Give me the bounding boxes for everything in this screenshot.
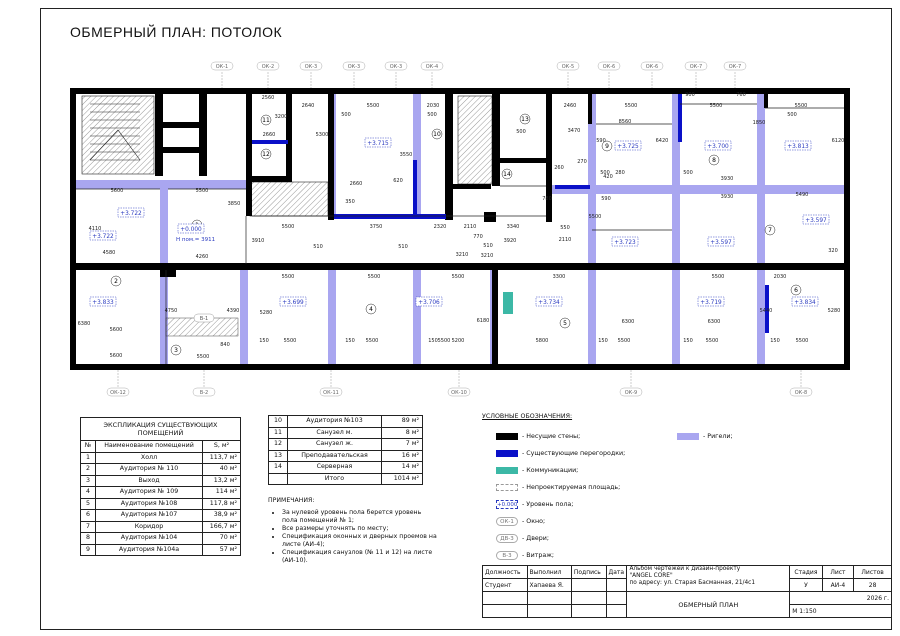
dimension-label: 150: [770, 338, 780, 344]
svg-text:В-1: В-1: [199, 316, 209, 322]
legend-heading: УСЛОВНЫЕ ОБОЗНАЧЕНИЯ:: [482, 413, 573, 420]
table-cell: 13,2 м²: [203, 475, 241, 487]
table-row: [81, 475, 241, 487]
dimension-label: 760: [736, 92, 746, 98]
stamp-empty-6: [527, 605, 571, 618]
dimension-label: 5500: [451, 274, 465, 280]
dimension-label: 5490: [795, 192, 809, 198]
table-cell: Аудитория № 110: [96, 464, 203, 476]
axis-mark-top: ОК-3: [347, 64, 361, 70]
table-cell: 2: [81, 464, 96, 476]
stamp-empty-7: [571, 605, 606, 618]
stamp-project-line2: "ANGEL CORE": [629, 573, 673, 579]
table-cell: Санузел ж.: [288, 439, 382, 451]
dimension-label: 4390: [226, 308, 240, 314]
table-row: [81, 521, 241, 533]
dimension-label: 5500: [366, 103, 380, 109]
dimension-label: 3910: [251, 238, 265, 244]
table-row: [81, 464, 241, 476]
dimension-label: 5500: [281, 274, 295, 280]
axis-marks-top: [211, 62, 746, 88]
legend-label: - Двери;: [522, 534, 549, 542]
table-cell: 113,7 м²: [203, 452, 241, 464]
legend-swatch: ОК-1: [496, 517, 518, 526]
beam-swatch: [677, 433, 699, 440]
window-mark: [194, 314, 214, 322]
stamp-header-sheet: Лист: [822, 566, 854, 579]
axis-mark-top: ОК-3: [304, 64, 318, 70]
dimension-label: 5500: [588, 214, 602, 220]
table-cell: 3: [81, 475, 96, 487]
stamp-header-sheets: Листов: [854, 566, 892, 579]
dimension-label: 5500: [365, 338, 379, 344]
note-item: • Спецификация санузлов (№ 11 и 12) на листе (АИ-10).: [282, 549, 438, 565]
dimension-label: 5200: [451, 338, 465, 344]
table-cell: 8 м²: [381, 427, 422, 439]
legend-item: [496, 431, 580, 441]
dimension-label: 2110: [463, 224, 477, 230]
dimension-label: 590: [596, 138, 606, 144]
floor-level-tag: +3.715: [367, 141, 389, 147]
stamp-empty-1: [483, 592, 528, 605]
table-cell: 6: [81, 510, 96, 522]
dimension-label: 6380: [77, 321, 91, 327]
legend-swatch: [496, 433, 518, 440]
dimension-label: 5500: [367, 274, 381, 280]
dimension-label: 6120: [831, 138, 845, 144]
table-row: [269, 473, 423, 485]
dimension-label: 770: [473, 234, 483, 240]
dimension-label: 3470: [567, 128, 581, 134]
table-cell: 7 м²: [381, 439, 422, 451]
notes-list: [268, 509, 438, 565]
stamp-empty-3: [571, 592, 606, 605]
dimension-label: 280: [615, 170, 625, 176]
legend-item-beams: [677, 431, 733, 441]
table-cell: Холл: [96, 452, 203, 464]
dimension-label: 2660: [262, 132, 276, 138]
floor-level-tag: +3.834: [794, 300, 816, 306]
table-row: [269, 439, 423, 451]
floor-level-tag: +3.725: [617, 144, 639, 150]
floor-level-tag: +3.722: [92, 234, 114, 240]
dimension-label: 620: [393, 178, 403, 184]
dimension-label: 2560: [261, 95, 275, 101]
table-cell: 40 м²: [203, 464, 241, 476]
table-cell: 89 м²: [381, 416, 422, 428]
floor-level-tag: +3.700: [707, 144, 729, 150]
dimension-label: 5800: [535, 338, 549, 344]
dimension-label: 150: [259, 338, 269, 344]
table-cell: 5: [81, 498, 96, 510]
table-cell: Итого: [288, 473, 382, 485]
dimension-label: 3930: [720, 194, 734, 200]
dimension-label: 3210: [480, 253, 494, 259]
room-number: 6: [794, 287, 798, 294]
dimension-label: 550: [560, 225, 570, 231]
stamp-project-line3: по адресу: ул. Старая Басманная, 21/4с1: [629, 580, 756, 586]
axis-mark-top: ОК-1: [215, 64, 229, 70]
table-cell: Выход: [96, 475, 203, 487]
stamp-header-sign: Подпись: [571, 566, 606, 579]
table-row: [81, 510, 241, 522]
axis-mark-bottom: ОК-11: [323, 390, 339, 396]
dimension-label: 3930: [720, 176, 734, 182]
table-cell: [269, 473, 288, 485]
room-number: 3: [174, 347, 178, 354]
table-cell: Аудитория №108: [96, 498, 203, 510]
stamp-header-stage: Стадия: [790, 566, 822, 579]
dimension-label: 3920: [503, 238, 517, 244]
dimension-label: 2660: [349, 181, 363, 187]
room-number: 13: [521, 116, 529, 123]
stamp-empty-8: [606, 605, 627, 618]
table-row: [269, 427, 423, 439]
dimension-label: 2460: [563, 103, 577, 109]
dimension-label: 510: [483, 243, 493, 249]
stamp-scale: М 1:150: [790, 605, 892, 618]
dimension-label: 500: [341, 112, 351, 118]
table-cell: 10: [269, 416, 288, 428]
axis-mark-top: ОК-2: [261, 64, 275, 70]
dimension-label: 5280: [259, 310, 273, 316]
dimension-label: 6180: [476, 318, 490, 324]
dimension-label: 5500: [711, 274, 725, 280]
dimension-label: 270: [577, 159, 587, 165]
legend-label: - Непроектируемая площадь;: [522, 483, 621, 491]
dimension-label: 2030: [773, 274, 787, 280]
table-cell: 1014 м²: [381, 473, 422, 485]
table-cell: Санузел м.: [288, 427, 382, 439]
dimension-label: 5600: [109, 327, 123, 333]
dimension-label: 3210: [455, 252, 469, 258]
dimension-label: 500: [600, 170, 610, 176]
table-cell: 114 м²: [203, 487, 241, 499]
room-number: 8: [712, 157, 716, 164]
dimension-label: 4750: [164, 308, 178, 314]
table-cell: 166,7 м²: [203, 521, 241, 533]
room-number: 12: [262, 151, 270, 158]
dimension-label: 6300: [621, 319, 635, 325]
legend-item: [496, 465, 578, 475]
room-number: 2: [114, 278, 118, 285]
table-row: [81, 452, 241, 464]
table-row: [269, 416, 423, 428]
dimension-label: 3550: [399, 152, 413, 158]
dimension-label: 2320: [433, 224, 447, 230]
dimension-label: 4110: [88, 226, 102, 232]
stamp-empty-4: [606, 592, 627, 605]
stamp-sign: [571, 579, 606, 592]
stamp-sheets: 28: [854, 579, 892, 592]
dimension-label: 150: [683, 338, 693, 344]
stamp-header-position: Должность: [483, 566, 528, 579]
axis-mark-top: ОК-7: [728, 64, 742, 70]
floor-level-tag: +3.597: [710, 240, 732, 246]
table-cell: 13: [269, 450, 288, 462]
table-cell: Аудитория №104а: [96, 544, 203, 556]
dimension-label: 3750: [369, 224, 383, 230]
table-cell: Аудитория №104: [96, 533, 203, 545]
room-number: 11: [262, 117, 270, 124]
dimension-label: 5500: [283, 338, 297, 344]
dimension-label: 3200: [274, 114, 288, 120]
dimension-label: 5500: [709, 103, 723, 109]
dimension-label: 5500: [705, 338, 719, 344]
legend-swatch: [496, 450, 518, 457]
dimension-label: 150: [598, 338, 608, 344]
dimension-label: 6420: [655, 138, 669, 144]
axis-mark-top: ОК-6: [645, 64, 659, 70]
dimension-label: 3850: [227, 201, 241, 207]
dimension-label: 5300: [315, 132, 329, 138]
table-row: [81, 487, 241, 499]
dimension-label: 2110: [558, 237, 572, 243]
note-item: • Спецификация оконных и дверных проемов на листе (АИ-4);: [282, 533, 438, 549]
axis-mark-top: ОК-4: [425, 64, 439, 70]
table-row: [81, 533, 241, 545]
dimension-label: 510: [313, 244, 323, 250]
dimension-label: 5440: [759, 308, 773, 314]
legend-swatch: +0.000: [497, 501, 518, 508]
table-cell: 12: [269, 439, 288, 451]
dimension-label: 5500: [794, 103, 808, 109]
table-row: [81, 498, 241, 510]
table-cell: Аудитория № 109: [96, 487, 203, 499]
dimension-label: 510: [398, 244, 408, 250]
dimension-label: 5500: [281, 224, 295, 230]
stamp-header-made: Выполнил: [527, 566, 571, 579]
dimension-label: 6300: [707, 319, 721, 325]
stamp-project: [627, 566, 790, 592]
axis-mark-bottom: ОК-12: [110, 390, 126, 396]
axis-mark-bottom: ОК-9: [624, 390, 638, 396]
dimension-label: 500: [427, 112, 437, 118]
stamp-stage: У: [790, 579, 822, 592]
floor-level-tag: +3.706: [418, 300, 440, 306]
dimension-label: 590: [601, 196, 611, 202]
table-cell: 38,9 м²: [203, 510, 241, 522]
table-cell: Аудитория №107: [96, 510, 203, 522]
dimension-label: 5500: [196, 354, 210, 360]
col-header-name: Наименование помещений: [96, 441, 203, 453]
explication-table-continued: [268, 415, 423, 485]
legend-item: [496, 448, 625, 458]
legend-label: - Уровень пола;: [522, 500, 574, 508]
stamp-date: [606, 579, 627, 592]
floor-level-tag: +3.699: [282, 300, 304, 306]
table-cell: Преподавательская: [288, 450, 382, 462]
floor-level-tag: +3.722: [120, 211, 142, 217]
dimension-label: 5280: [827, 308, 841, 314]
axis-mark-bottom: ОК-8: [794, 390, 808, 396]
table-cell: 117,8 м²: [203, 498, 241, 510]
note-item: • Все размеры уточнять по месту;: [282, 525, 438, 533]
dimension-label: 150: [428, 338, 438, 344]
legend-swatch: В-3: [496, 551, 518, 560]
dimension-label: 900: [685, 92, 695, 98]
room-number: 5: [563, 320, 567, 327]
stamp-empty-5: [483, 605, 528, 618]
room-number: 7: [768, 227, 772, 234]
dimension-label: 5600: [110, 188, 124, 194]
stamp-made: Хапаева Я.: [527, 579, 571, 592]
dimension-label: 2640: [301, 103, 315, 109]
dimension-label: 320: [828, 248, 838, 254]
stamp-header-date: Дата: [606, 566, 627, 579]
dimension-label: 4580: [102, 250, 116, 256]
dimension-label: 350: [345, 199, 355, 205]
legend-item: [496, 482, 620, 492]
dimension-label: 4260: [195, 254, 209, 260]
table-cell: 9: [81, 544, 96, 556]
table-cell: Коридор: [96, 521, 203, 533]
floor-level-tag: +3.723: [614, 240, 636, 246]
table-row: [269, 450, 423, 462]
legend-label: - Коммуникации;: [522, 466, 579, 474]
axis-mark-bottom: ОК-10: [451, 390, 467, 396]
dimension-label: 260: [554, 165, 564, 171]
floor-level-tag: +3.719: [700, 300, 722, 306]
table-cell: 57 м²: [203, 544, 241, 556]
table-row: [81, 544, 241, 556]
legend-label: - Существующие перегородки;: [522, 449, 626, 457]
note-item: • За нулевой уровень пола берется уровень пола помещений № 1;: [282, 509, 438, 525]
dimension-label: 2030: [426, 103, 440, 109]
legend-swatch: ДВ-3: [496, 534, 518, 543]
axis-mark-top: ОК-6: [602, 64, 616, 70]
room-number: 10: [433, 131, 441, 138]
table-cell: 14: [269, 462, 288, 474]
dimension-label: 420: [603, 174, 613, 180]
dimension-label: 5500: [437, 338, 451, 344]
dimension-label: 3300: [552, 274, 566, 280]
dimension-label: 500: [787, 112, 797, 118]
room-number: 9: [605, 143, 609, 150]
legend-label: - Несущие стены;: [522, 432, 581, 440]
title-block: [482, 565, 892, 624]
notes-heading: ПРИМЕЧАНИЯ:: [268, 497, 315, 504]
legend-item: [496, 550, 554, 560]
col-header-number: №: [81, 441, 96, 453]
col-header-area: S, м²: [203, 441, 241, 453]
legend-label: - Витраж;: [522, 551, 555, 559]
legend-label: - Окно;: [522, 517, 546, 525]
dimension-label: 5500: [195, 188, 209, 194]
table-cell: 14 м²: [381, 462, 422, 474]
stamp-year: 2026 г.: [790, 592, 892, 605]
floor-level-tag: +3.833: [92, 300, 114, 306]
dimension-label: 5600: [109, 353, 123, 359]
table-cell: 7: [81, 521, 96, 533]
notes: [268, 497, 438, 565]
axis-mark-top: ОК-7: [689, 64, 703, 70]
stamp-sheet: АИ-4: [822, 579, 854, 592]
dimension-label: 840: [220, 342, 230, 348]
dimension-label: 500: [516, 129, 526, 135]
floor-level-tag: +3.813: [787, 144, 809, 150]
page-title: ОБМЕРНЫЙ ПЛАН: ПОТОЛОК: [70, 24, 283, 40]
legend-swatch: [496, 484, 518, 491]
communications-shaft: [503, 292, 513, 314]
legend-item: [496, 499, 573, 509]
stamp-position: Студент: [483, 579, 528, 592]
floor-level-tag: +0.000: [180, 227, 202, 233]
table-cell: Аудитория №103: [288, 416, 382, 428]
table-cell: 11: [269, 427, 288, 439]
explication-caption: ЭКСПЛИКАЦИЯ СУЩЕСТВУЮЩИХ ПОМЕЩЕНИЙ: [80, 417, 241, 440]
table-cell: 70 м²: [203, 533, 241, 545]
stamp-sheet-title: ОБМЕРНЫЙ ПЛАН: [627, 592, 790, 618]
dimension-label: 150: [345, 338, 355, 344]
legend-swatch: [496, 467, 518, 474]
dimension-label: 5500: [617, 338, 631, 344]
legend-item: [496, 516, 545, 526]
floor-level-tag: +3.597: [805, 218, 827, 224]
axis-mark-top: ОК-3: [389, 64, 403, 70]
axis-mark-bottom: В-2: [199, 390, 209, 396]
floor-level-tag: +3.734: [538, 300, 560, 306]
dimension-label: 5500: [624, 103, 638, 109]
dimension-label: 780: [542, 196, 552, 202]
explication-table: [80, 417, 241, 556]
dimension-label: 500: [683, 170, 693, 176]
axis-marks-bottom: [107, 370, 812, 396]
room-number: 14: [503, 171, 511, 178]
stamp-project-line1: Альбом чертежей к дизайн-проекту: [629, 566, 741, 572]
table-cell: 4: [81, 487, 96, 499]
room-number: 4: [369, 306, 373, 313]
table-cell: 1: [81, 452, 96, 464]
room1-level-note: Н пом.= 3911: [176, 237, 216, 243]
legend-beam-label: - Ригели;: [703, 432, 733, 440]
legend-item: [496, 533, 549, 543]
title-block-table: [482, 565, 892, 618]
table-cell: Серверная: [288, 462, 382, 474]
table-row: [269, 462, 423, 474]
axis-mark-top: ОК-5: [561, 64, 575, 70]
dimension-label: 1850: [752, 120, 766, 126]
dimension-label: 5500: [795, 338, 809, 344]
table-cell: 8: [81, 533, 96, 545]
table-cell: 16 м²: [381, 450, 422, 462]
stamp-empty-2: [527, 592, 571, 605]
dimension-label: 8560: [618, 119, 632, 125]
dimension-label: 3340: [506, 224, 520, 230]
